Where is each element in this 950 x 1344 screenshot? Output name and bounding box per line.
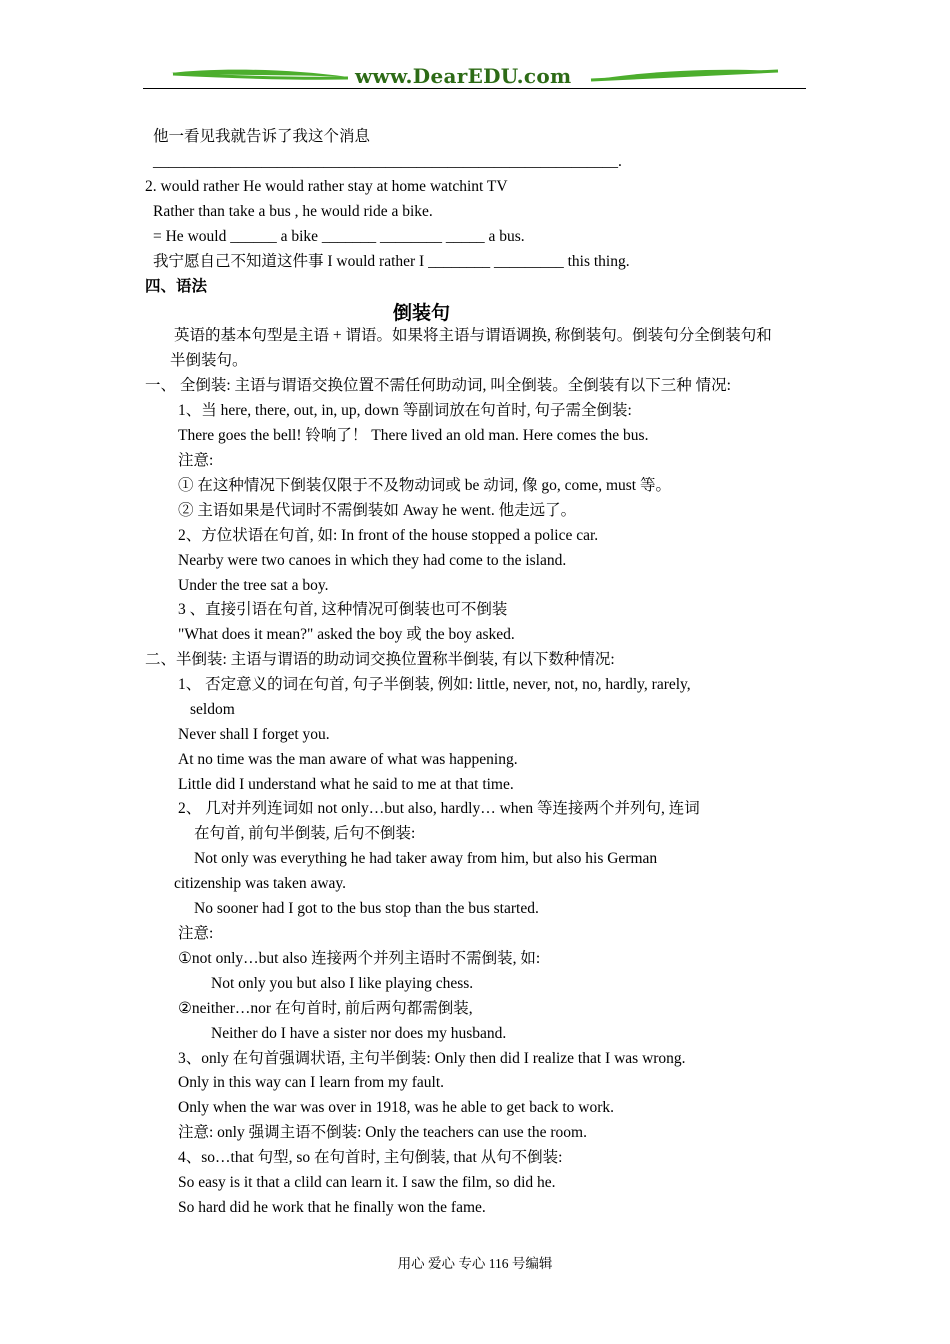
text-line: No sooner had I got to the bus stop than the bus started.	[194, 900, 539, 917]
section-heading: 四、语法	[145, 278, 208, 295]
text-line: Nearby were two canoes in which they had come to the island.	[178, 552, 567, 569]
text-line: 2. would rather He would rather stay at home watchint TV	[145, 178, 508, 195]
text-line: 1、 否定意义的词在句首, 句子半倒装, 例如: little, never, not, no, hardly, rarely,	[178, 676, 691, 693]
text-line: So hard did he work that he finally won the fame.	[178, 1199, 486, 1216]
text-line: 注意:	[178, 925, 214, 942]
text-line: Under the tree sat a boy.	[178, 577, 329, 594]
text-line: ②neither…nor 在句首时, 前后两句都需倒装,	[178, 1000, 473, 1017]
text-line: Only when the war was over in 1918, was he able to get back to work.	[178, 1099, 615, 1116]
text-line: Rather than take a bus , he would ride a bike.	[153, 203, 433, 220]
text-line: 4、so…that 句型, so 在句首时, 主句倒装, that 从句不倒装:	[178, 1149, 563, 1166]
page-footer: 用心 爱心 专心 116 号编辑	[397, 1256, 553, 1271]
text-line: ② 主语如果是代词时不需倒装如 Away he went. 他走远了。	[178, 502, 577, 519]
text-line: Little did I understand what he said to me at that time.	[178, 776, 514, 793]
text-line: 二、半倒装: 主语与谓语的助动词交换位置称半倒装, 有以下数种情况:	[145, 651, 615, 668]
text-line: 注意: only 强调主语不倒装: Only the teachers can use the room.	[178, 1124, 587, 1141]
text-line: 3 、直接引语在句首, 这种情况可倒装也可不倒装	[178, 601, 508, 618]
text-line: 一、 全倒装: 主语与谓语交换位置不需任何助动词, 叫全倒装。全倒装有以下三种 情况:	[145, 377, 731, 394]
text-line: There goes the bell! 铃响了！ There lived an old man. Here comes the bus.	[178, 427, 649, 444]
page-header	[143, 60, 806, 92]
text-line: Not only was everything he had taker away from him, but also his German	[194, 850, 658, 867]
text-line: Never shall I forget you.	[178, 726, 330, 743]
text-line: 在句首, 前句半倒装, 后句不倒装:	[194, 825, 416, 842]
text-line: 2、方位状语在句首, 如: In front of the house stopped a police car.	[178, 527, 599, 544]
text-line: 英语的基本句型是主语 + 谓语。如果将主语与谓语调换, 称倒装句。倒装句分全倒装句和	[174, 327, 772, 344]
header-rule	[143, 88, 806, 89]
text-line: ① 在这种情况下倒装仅限于不及物动词或 be 动词, 像 go, come, must 等。	[178, 477, 671, 494]
text-line: = He would ______ a bike _______ ________ _____ a bus.	[153, 228, 525, 245]
text-line: seldom	[190, 701, 235, 718]
text-line: Neither do I have a sister nor does my husband.	[211, 1025, 507, 1042]
text-line: ①not only…but also 连接两个并列主语时不需倒装, 如:	[178, 950, 541, 967]
text-line: At no time was the man aware of what was happening.	[178, 751, 518, 768]
page-title: 倒装句	[392, 302, 450, 324]
text-line: So easy is it that a clild can learn it. I saw the film, so did he.	[178, 1174, 556, 1191]
text-line: 3、only 在句首强调状语, 主句半倒装: Only then did I realize that I was wrong.	[178, 1050, 686, 1067]
text-line: Only in this way can I learn from my fault.	[178, 1074, 445, 1091]
text-line: 他一看见我就告诉了我这个消息	[153, 128, 371, 145]
blank-line: ____________________________________________________________.	[153, 153, 622, 170]
text-line: 注意:	[178, 452, 214, 469]
header-brand: www.DearEDU.com	[355, 64, 572, 88]
text-line: citizenship was taken away.	[174, 875, 347, 892]
text-line: "What does it mean?" asked the boy 或 the boy asked.	[178, 626, 515, 643]
text-line: 1、当 here, there, out, in, up, down 等副词放在句首时, 句子需全倒装:	[178, 402, 632, 419]
text-line: 半倒装句。	[170, 352, 248, 369]
text-line: Not only you but also I like playing chess.	[211, 975, 474, 992]
text-line: 2、 几对并列连词如 not only…but also, hardly… when 等连接两个并列句, 连词	[178, 800, 700, 817]
text-line: 我宁愿自己不知道这件事 I would rather I ________ _________ this thing.	[153, 253, 630, 270]
